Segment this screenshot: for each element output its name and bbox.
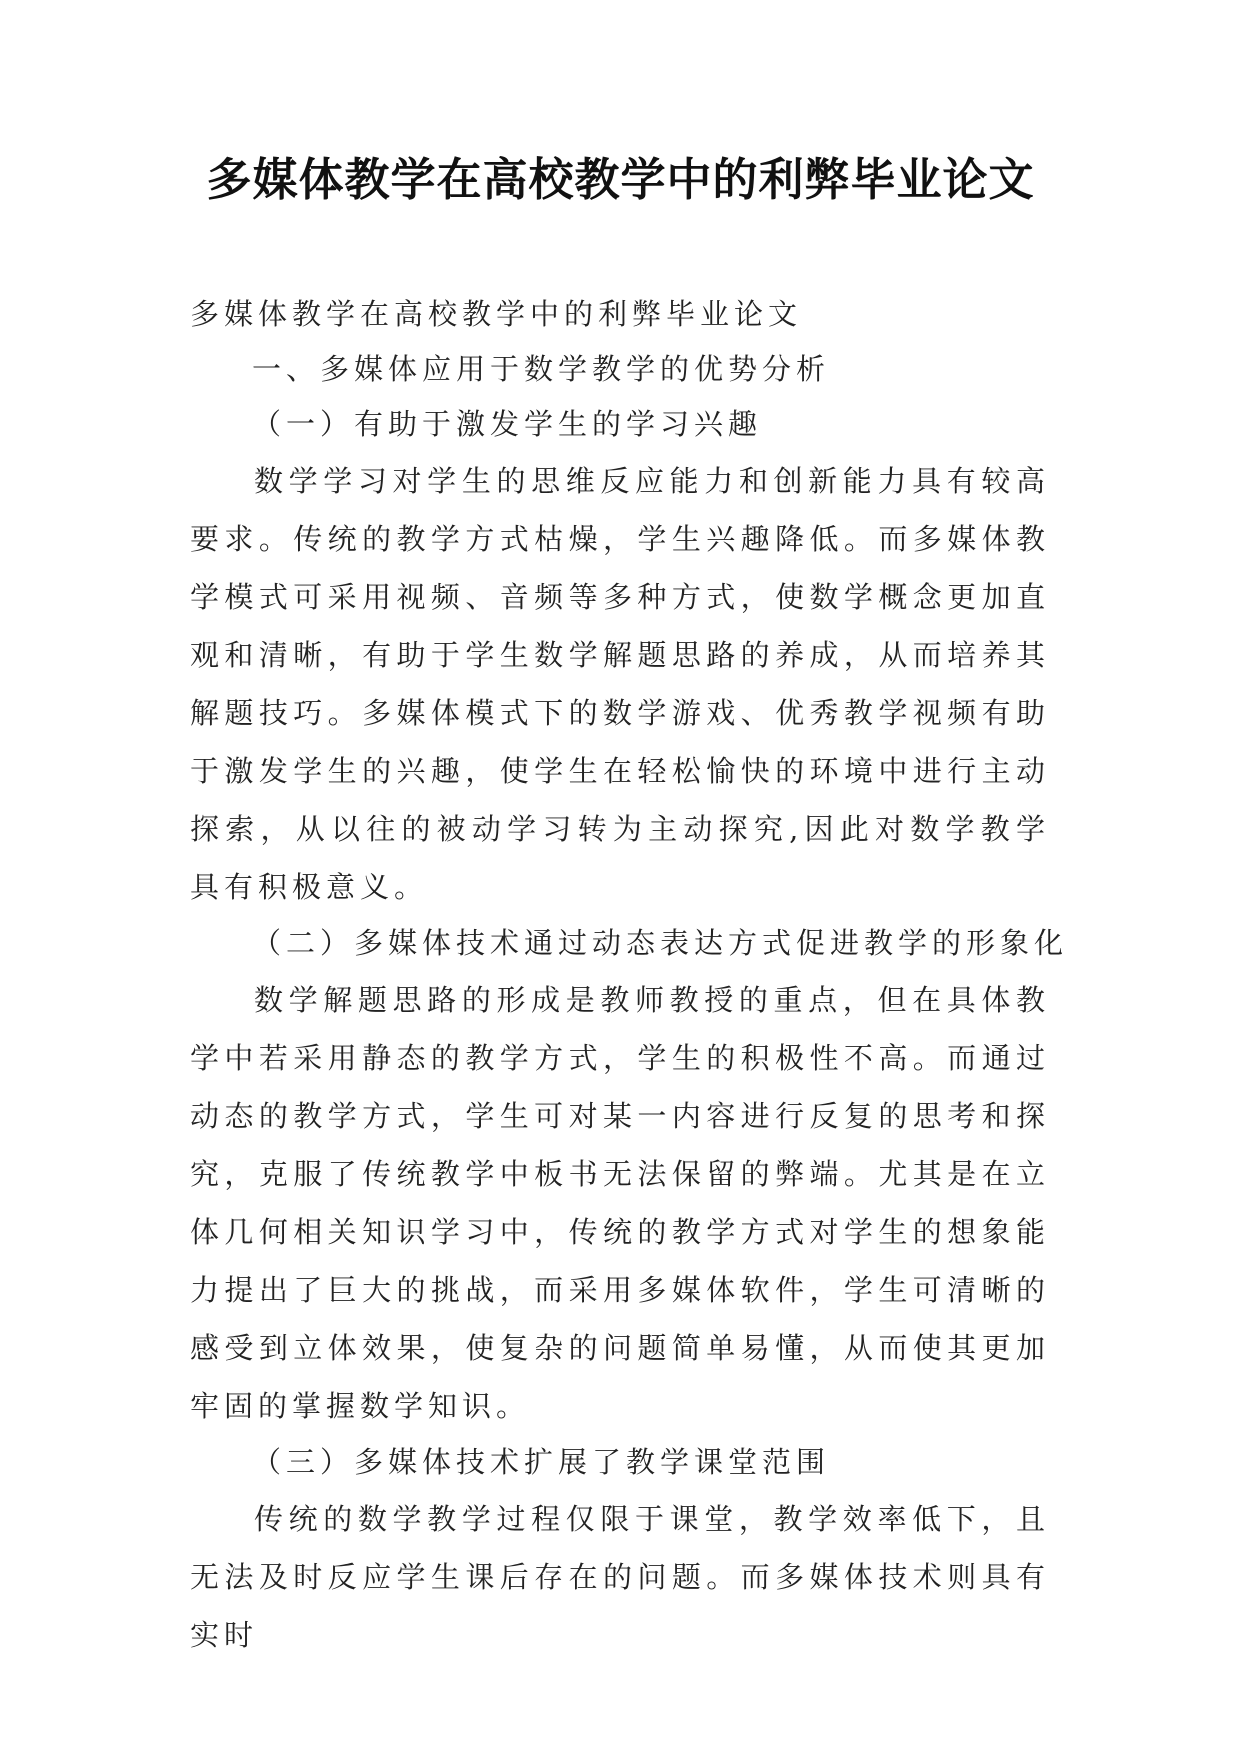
subsection-heading-1: （一）有助于激发学生的学习兴趣: [252, 407, 763, 441]
subsection-heading-2: （二）多媒体技术通过动态表达方式促进教学的形象化: [252, 926, 1069, 960]
document-body: [190, 287, 1069, 1664]
subsection-heading-3: （三）多媒体技术扩展了教学课堂范围: [252, 1445, 831, 1479]
section-heading-1: 一、多媒体应用于数学教学的优势分析: [252, 352, 831, 386]
document-subtitle: 多媒体教学在高校教学中的利弊毕业论文: [190, 297, 803, 331]
paragraph-2: 数学解题思路的形成是教师教授的重点，但在具体教学中若采用静态的教学方式，学生的积极性不高。而通过动态的教学方式，学生可对某一内容进行反复的思考和探究，克服了传统教学中板书无法保留的弊端。尤其是在立体几何相关知识学习中，传统的教学方式对学生的想象能力提出了巨大的挑战，而采用多媒体软件，学生可清晰的感受到立体效果，使复杂的问题简单易懂，从而使其更加牢固的掌握数学知识。: [190, 983, 1050, 1423]
paragraph-3: 传统的数学教学过程仅限于课堂，教学效率低下，且无法及时反应学生课后存在的问题。而多媒体技术则具有实时: [190, 1502, 1050, 1652]
paragraph-1: 数学学习对学生的思维反应能力和创新能力具有较高要求。传统的教学方式枯燥，学生兴趣降低。而多媒体教学模式可采用视频、音频等多种方式，使数学概念更加直观和清晰，有助于学生数学解题思路的养成，从而培养其解题技巧。多媒体模式下的数学游戏、优秀教学视频有助于激发学生的兴趣，使学生在轻松愉快的环境中进行主动探索，从以往的被动学习转为主动探究,因此对数学教学具有积极意义。: [190, 464, 1050, 904]
document-title: 多媒体教学在高校教学中的利弊毕业论文: [206, 153, 1035, 206]
